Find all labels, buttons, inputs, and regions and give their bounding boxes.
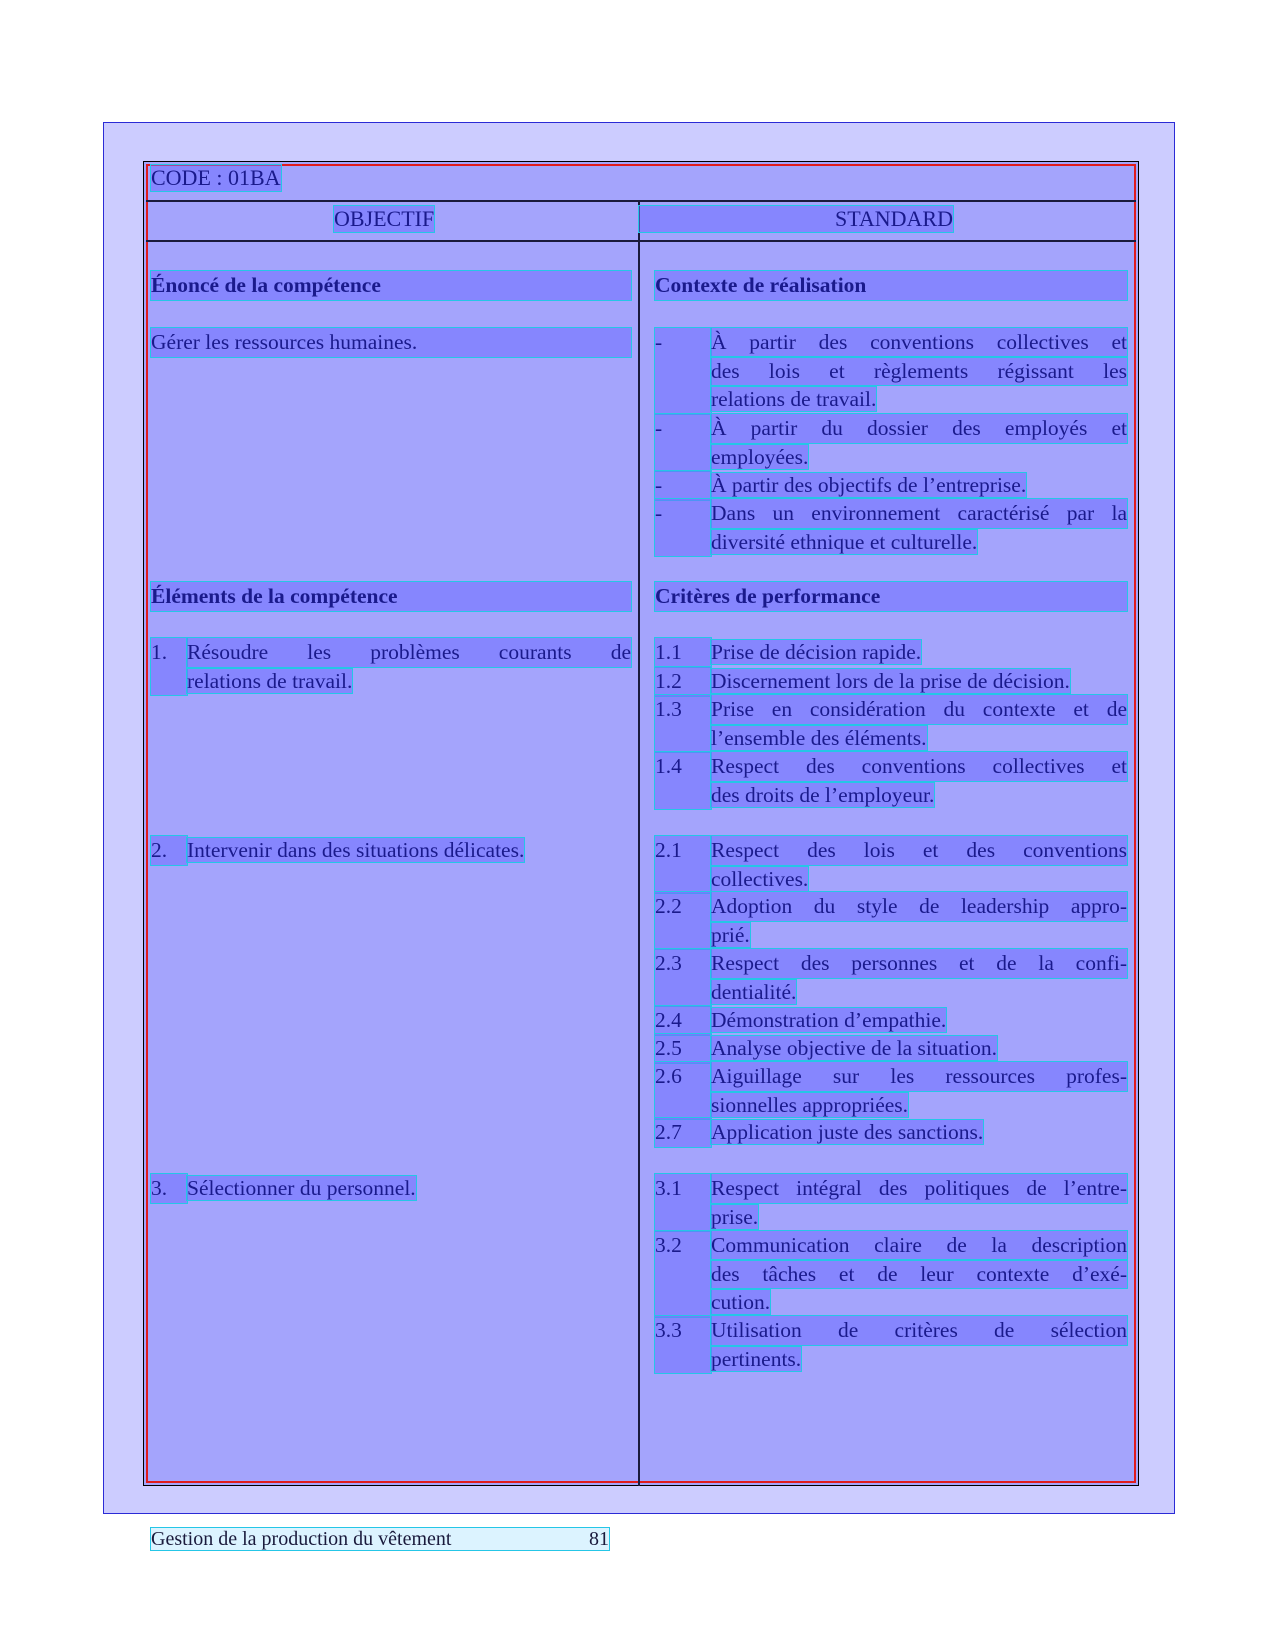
critere-line: pertinents. [711, 1346, 802, 1371]
critere-item [655, 1034, 1127, 1063]
critere-item [655, 1062, 1127, 1119]
critere-item [655, 1118, 1127, 1147]
header-objectif: OBJECTIF [334, 206, 435, 231]
footer-title: Gestion de la production du vêtement [151, 1528, 452, 1550]
contexte-item [655, 471, 1127, 500]
critere-item [655, 1006, 1127, 1035]
contexte-item [655, 414, 1127, 471]
row-divider-code [146, 200, 1136, 202]
critere-line: Adoption du style de leadership appro- [711, 892, 1127, 921]
critere-number: 2.4 [655, 1006, 711, 1035]
contexte-number: - [655, 414, 711, 471]
critere-number: 1.3 [655, 695, 711, 752]
element-item-3 [151, 1174, 631, 1203]
enonce-title: Énoncé de la compétence [151, 271, 631, 300]
code-label: CODE : 01BA [151, 165, 281, 190]
contexte-item [655, 328, 1127, 414]
critere-line: Communication claire de la description [711, 1231, 1127, 1260]
element-number: 2. [151, 836, 187, 865]
critere-line: des tâches et de leur contexte d’exé- [711, 1260, 1127, 1289]
contexte-number: - [655, 499, 711, 556]
page-number: 81 [589, 1528, 609, 1550]
row-divider-header [146, 240, 1136, 242]
critere-line: des droits de l’employeur. [711, 782, 935, 807]
critere-line: Prise de décision rapide. [711, 640, 922, 664]
critere-item [655, 1174, 1127, 1231]
critere-number: 2.7 [655, 1118, 711, 1147]
criteres-title: Critères de performance [655, 582, 1127, 611]
critere-item [655, 836, 1127, 893]
critere-line: Respect des personnes et de la confi- [711, 949, 1127, 978]
contexte-title: Contexte de réalisation [655, 271, 1127, 300]
critere-item [655, 667, 1127, 696]
critere-line: Utilisation de critères de sélection [711, 1316, 1127, 1345]
critere-number: 1.1 [655, 638, 711, 667]
element-item-1 [151, 638, 631, 695]
critere-number: 2.1 [655, 836, 711, 893]
critere-number: 1.2 [655, 667, 711, 696]
critere-item [655, 1316, 1127, 1373]
critere-line: Application juste des sanctions. [711, 1120, 984, 1144]
contexte-number: - [655, 471, 711, 500]
element-line: relations de travail. [187, 668, 353, 693]
critere-number: 3.2 [655, 1231, 711, 1317]
header-standard: STANDARD [639, 206, 953, 232]
enonce-text: Gérer les ressources humaines. [151, 328, 631, 357]
critere-line: prise. [711, 1204, 759, 1229]
contexte-item [655, 499, 1127, 556]
page-footer [151, 1528, 609, 1550]
critere-item [655, 695, 1127, 752]
contexte-line: employées. [711, 444, 809, 469]
critere-item [655, 892, 1127, 949]
critere-line: Analyse objective de la situation. [711, 1036, 997, 1060]
critere-line: sionnelles appropriées. [711, 1092, 909, 1117]
critere-line: prié. [711, 922, 750, 947]
critere-line: Respect intégral des politiques de l’entre- [711, 1174, 1127, 1203]
critere-line: Aiguillage sur les ressources profes- [711, 1062, 1127, 1091]
critere-item [655, 752, 1127, 809]
element-line: Intervenir dans des situations délicates. [187, 838, 525, 862]
contexte-line: À partir du dossier des employés et [711, 414, 1127, 443]
critere-item [655, 638, 1127, 667]
critere-item [655, 949, 1127, 1006]
contexte-line: relations de travail. [711, 387, 877, 411]
column-divider [638, 202, 640, 1486]
contexte-number: - [655, 328, 711, 414]
critere-number: 2.3 [655, 949, 711, 1006]
critere-item [655, 1231, 1127, 1317]
critere-line: Discernement lors de la prise de décision. [711, 669, 1070, 693]
critere-number: 3.3 [655, 1316, 711, 1373]
contexte-line: diversité ethnique et culturelle. [711, 529, 978, 554]
critere-line: Prise en considération du contexte et de [711, 695, 1127, 724]
critere-line: Respect des conventions collectives et [711, 752, 1127, 781]
element-item-2 [151, 836, 631, 865]
contexte-line: des lois et règlements régissant les [711, 357, 1127, 386]
element-line: Résoudre les problèmes courants de [187, 638, 631, 667]
critere-line: collectives. [711, 866, 809, 891]
critere-line: cution. [711, 1290, 771, 1314]
element-number: 1. [151, 638, 187, 695]
contexte-line: À partir des objectifs de l’entreprise. [711, 473, 1027, 497]
critere-number: 2.5 [655, 1034, 711, 1063]
critere-number: 2.2 [655, 892, 711, 949]
critere-line: Démonstration d’empathie. [711, 1008, 947, 1032]
contexte-line: Dans un environnement caractérisé par la [711, 499, 1127, 528]
critere-line: Respect des lois et des conventions [711, 836, 1127, 865]
element-line: Sélectionner du personnel. [187, 1176, 416, 1200]
elements-title: Éléments de la compétence [151, 582, 631, 611]
critere-line: dentialité. [711, 979, 797, 1004]
critere-number: 3.1 [655, 1174, 711, 1231]
element-number: 3. [151, 1174, 187, 1203]
critere-line: l’ensemble des éléments. [711, 725, 927, 750]
critere-number: 2.6 [655, 1062, 711, 1119]
critere-number: 1.4 [655, 752, 711, 809]
contexte-line: À partir des conventions collectives et [711, 328, 1127, 357]
